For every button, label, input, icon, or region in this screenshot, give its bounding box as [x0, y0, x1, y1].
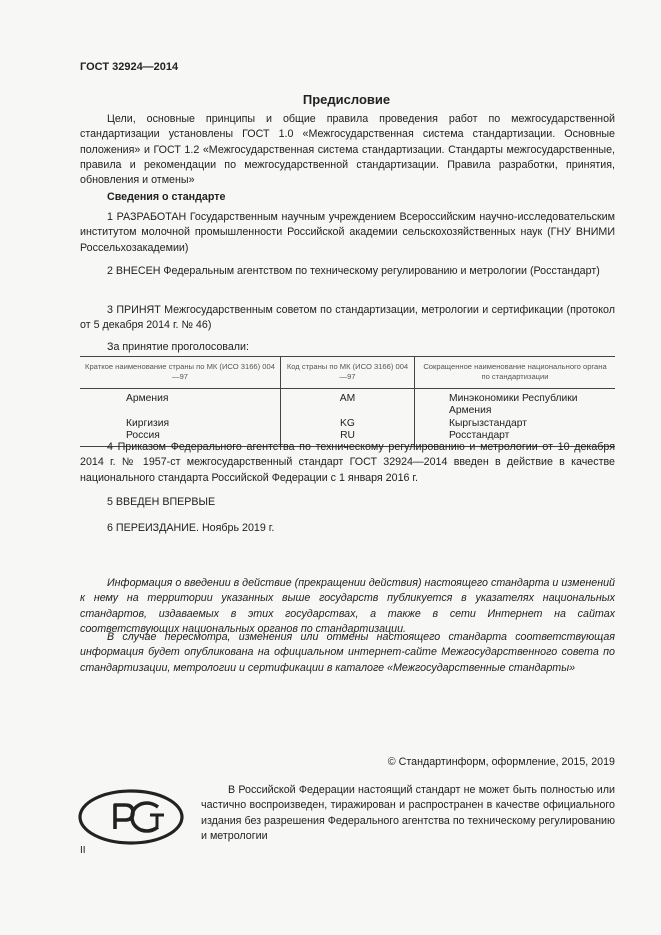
info-paragraph-introduction: Информация о введении в действие (прекращении действия) настоящего стандарта и изменений к нему на территории указанных выше государств публикуется в указателях национальных стандартов, издаваемых в этих государствах, а также в сети Интернет на сайтах соответствующих национальных органов по стандартизации. [80, 577, 615, 635]
item-first-time: 5 ВВЕДЕН ВПЕРВЫЕ [107, 496, 216, 508]
table-header-country: Краткое наименование страны по МК (ИСО 3166) 004—97 [80, 357, 281, 389]
copyright-notice: В Российской Федерации настоящий стандарт не может быть полностью или частично воспроизведен, тиражирован и распространен в качестве официального издания без разрешения Федерального агентства по техническому регулированию и метрологии [201, 784, 615, 842]
item-reissue: 6 ПЕРЕИЗДАНИЕ. Ноябрь 2019 г. [107, 522, 275, 534]
item-order: 4 Приказом Федерального агентства по техническому регулированию и метрологии от 10 декабря 2014 г. № 1957-ст межгосударственный стандарт ГОСТ 32924—2014 введен в действие в качестве национального стандарта Российской Федерации с 1 января 2016 г. [80, 441, 615, 484]
item-developed: 1 РАЗРАБОТАН Государственным научным учреждением Всероссийским научно-исследовательским институтом молочной промышленности Российской академии сельскохозяйственных наук (ГНУ ВНИМИ Россельхозакадемии) [80, 211, 615, 254]
copyright-line: © Стандартинформ, оформление, 2015, 2019 [387, 756, 615, 768]
table-header-code: Код страны по МК (ИСО 3166) 004—97 [281, 357, 415, 389]
country-cell: Киргизия [126, 417, 170, 429]
body-cell: Кыргызстандарт [415, 418, 616, 430]
section-heading: Сведения о стандарте [107, 191, 226, 203]
table-row [80, 389, 615, 418]
intro-paragraph: Цели, основные принципы и общие правила проведения работ по межгосударственной стандартизации установлены ГОСТ 1.0 «Межгосударственная система стандартизации. Основные положения» и ГОСТ 1.2 «Межгосударственная система стандартизации. Стандарты межгосударственные, правила и рекомендации по межгосударственной стандартизации. Правила разработки, принятия, обновления и отмены» [80, 113, 615, 187]
voting-label: За принятие проголосовали: [107, 341, 249, 353]
page-title: Предисловие [302, 92, 391, 107]
voting-table [80, 356, 615, 447]
document-code-header: ГОСТ 32924—2014 [80, 61, 179, 73]
page-number: II [80, 845, 86, 856]
country-cell: Армения [126, 393, 169, 404]
country-cell: Россия [80, 430, 281, 447]
rst-certification-mark-icon [78, 788, 184, 846]
body-cell: Минэкономики Республики Армения [415, 389, 616, 418]
code-cell: AM [281, 389, 415, 418]
body-cell: Росстандарт [415, 430, 616, 447]
info-paragraph-revision: В случае пересмотра, изменения или отмены настоящего стандарта соответствующая информация будет опубликована на официальном интернет-сайте Межгосударственного совета по стандартизации, метрологии и сертификации в каталоге «Межгосударственные стандарты» [80, 631, 615, 674]
code-cell: RU [281, 430, 415, 447]
item-introduced: 2 ВНЕСЕН Федеральным агентством по техническому регулированию и метрологии (Росстандарт) [107, 265, 600, 277]
table-row [80, 418, 615, 430]
code-cell: KG [281, 418, 415, 430]
item-adopted: 3 ПРИНЯТ Межгосударственным советом по стандартизации, метрологии и сертификации (протокол от 5 декабря 2014 г. № 46) [80, 304, 615, 332]
table-header-body: Сокращенное наименование национального органа по стандартизации [415, 357, 616, 389]
